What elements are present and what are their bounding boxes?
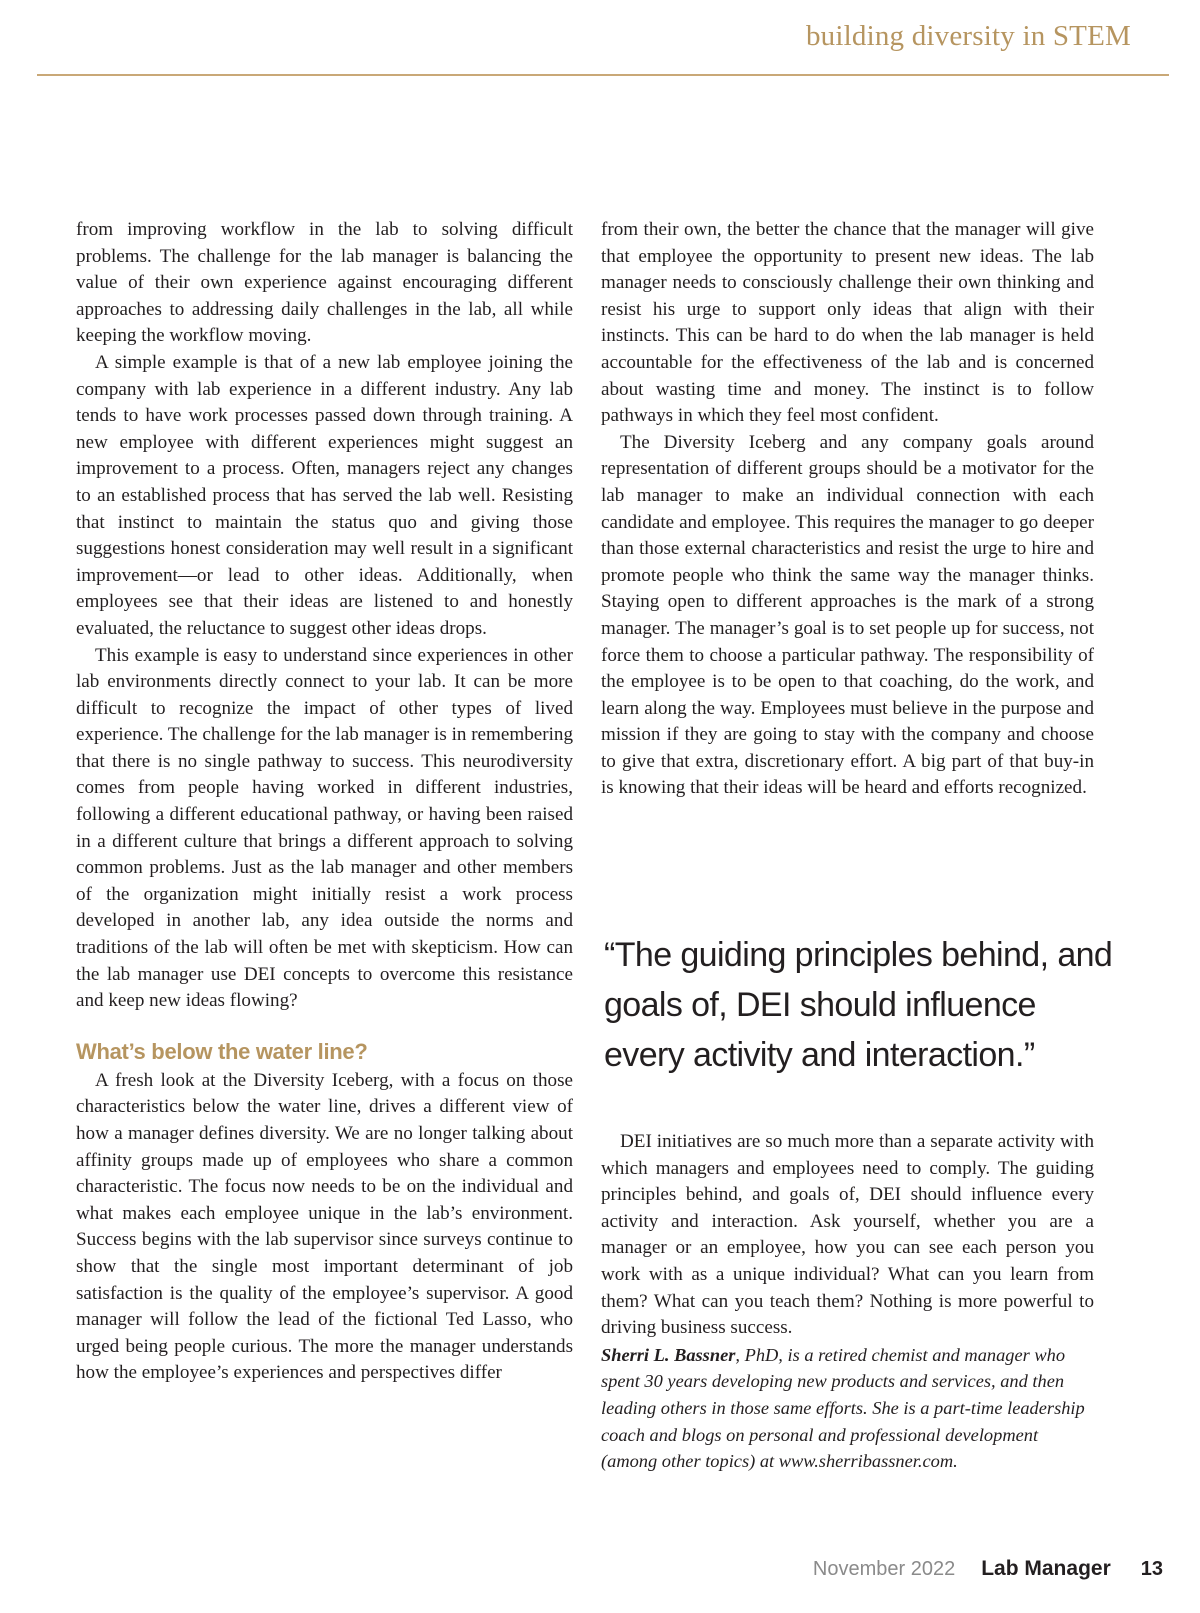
body-paragraph: DEI initiatives are so much more than a separate activity with which managers and employees need to comply. The guiding principles behind, and goals of, DEI should influence every activity and interaction. Ask yourself, whether you are a manager or an employee, how you can see each person you work with as a unique individual? What can you learn from them? What can you teach them? Nothing is more powerful to driving business success. (601, 1131, 1094, 1339)
author-bio (601, 1342, 1094, 1475)
section-header-title: building diversity in STEM (805, 20, 1131, 52)
page-number: 13 (1140, 1558, 1163, 1580)
author-bio-text: , PhD, is a retired chemist and manager who spent 30 years developing new products and services, and then leading others in those same efforts. She is a part-time leadership coach and blogs on personal and professional development (among other topics) at www.sherribassner.com. (601, 1344, 1085, 1472)
pull-quote: “The guiding principles behind, and goals of, DEI should influence every activity and interaction.” (604, 936, 1113, 1074)
right-column-bottom (601, 1129, 1094, 1475)
body-paragraph: A simple example is that of a new lab employee joining the company with lab experience in a different industry. Any lab tends to have work processes passed down through training. A new employee with different experiences might suggest an improvement to a process. Often, managers reject any changes to an established process that has served the lab well. Resisting that instinct to maintain the status quo and giving those suggestions honest consideration may well result in a significant improvement—or lead to other ideas. Additionally, when employees see that their ideas are listened to and honestly evaluated, the reluctance to suggest other ideas drops. (76, 351, 573, 639)
body-paragraph: from their own, the better the chance that the manager will give that employee the opportunity to present new ideas. The lab manager needs to consciously challenge their own thinking and resist his urge to support only ideas that align with their instincts. This can be hard to do when the lab manager is held accountable for the effectiveness of the lab and is concerned about wasting time and money. The instinct is to follow pathways in which they feel most confident. (601, 219, 1094, 427)
body-paragraph: This example is easy to understand since experiences in other lab environments directly connect to your lab. It can be more difficult to recognize the impact of other types of lived experience. The challenge for the lab manager is in remembering that there is no single pathway to success. This neurodiversity comes from people having worked in different industries, following a different educational pathway, or having been raised in a different culture that brings a different approach to solving common problems. Just as the lab manager and other members of the organization might initially resist a work process developed in another lab, any idea outside the norms and traditions of the lab will often be met with skepticism. How can the lab manager use DEI concepts to overcome this resistance and keep new ideas flowing? (76, 644, 573, 1012)
header-rule (37, 74, 1169, 76)
body-paragraph: The Diversity Iceberg and any company goals around representation of different groups should be a motivator for the lab manager to make an individual connection with each candidate and employee. This requires the manager to go deeper than those external characteristics and resist the urge to hire and promote people who think the same way the manager thinks. Staying open to different approaches is the mark of a strong manager. The manager’s goal is to set people up for success, not force them to choose a particular pathway. The responsibility of the employee is to be open to that coaching, do the work, and learn along the way. Employees must believe in the purpose and mission if they are going to stay with the company and choose to give that extra, discretionary effort. A big part of that buy-in is knowing that their ideas will be heard and efforts recognized. (601, 431, 1094, 799)
issue-date: November 2022 (812, 1558, 956, 1580)
page-footer (813, 1557, 1163, 1581)
right-column-top (601, 217, 1094, 802)
body-paragraph: from improving workflow in the lab to solving difficult problems. The challenge for the lab manager is balancing the value of their own experience against encouraging different approaches to addressing daily challenges in the lab, all while keeping the workflow moving. (76, 219, 573, 347)
magazine-name: Lab Manager (981, 1557, 1111, 1580)
author-name: Sherri L. Bassner (601, 1344, 736, 1365)
body-paragraph: A fresh look at the Diversity Iceberg, with a focus on those characteristics below the water line, drives a different view of how a manager defines diversity. We are no longer talking about affinity groups made up of employees who share a common characteristic. The focus now needs to be on the individual and what makes each employee unique in the lab’s environment. Success begins with the lab supervisor since surveys continue to show that the single most important determinant of job satisfaction is the quality of the employee’s supervisor. A good manager will follow the lead of the fictional Ted Lasso, who urged being people curious. The more the manager understands how the employee’s experiences and perspectives differ (76, 1069, 573, 1384)
left-column (76, 217, 573, 1387)
section-subhead: What’s below the water line? (76, 1038, 368, 1064)
